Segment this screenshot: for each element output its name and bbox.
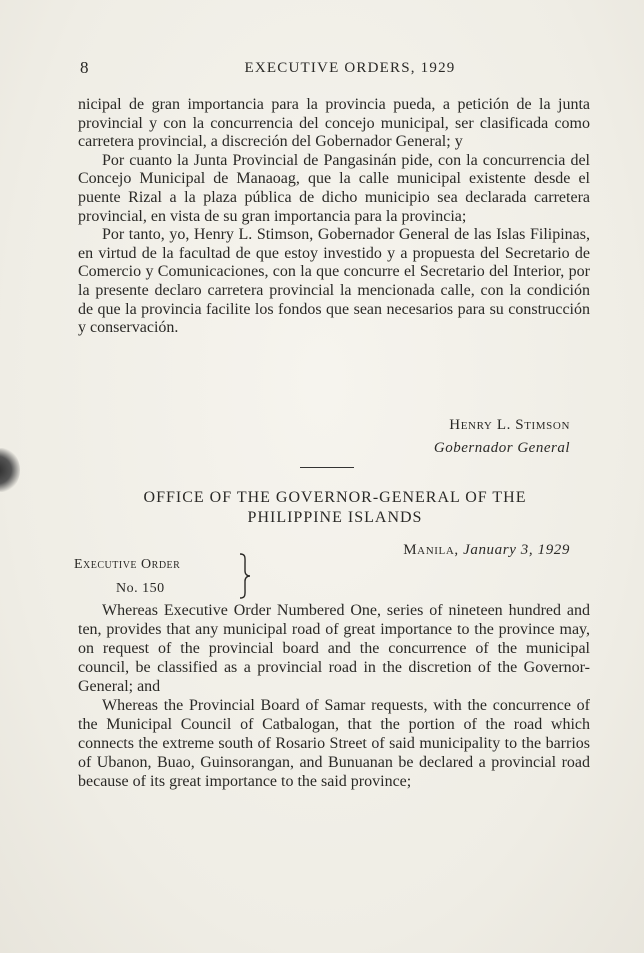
- signature-title: Gobernador General: [433, 440, 570, 456]
- order-label-text: Executive Order: [74, 557, 181, 572]
- paragraph: Por tanto, yo, Henry L. Stimson, Gobernador General de las Islas Filipinas, en virtud de la facultad de que estoy investido y a propuesta del Secretario de Comercio y Comunicaciones, con la que concurre el Secretario del Interior, por la presente declaro carretera provincial la mencionada calle, con la condición de que la provincia facilite los fondos que sean necesarios para su construcción y conservación.: [78, 226, 590, 337]
- order-number: No. 150: [116, 581, 165, 596]
- office-heading-line: OFFICE OF THE GOVERNOR-GENERAL OF THE: [143, 489, 527, 506]
- office-heading-line: PHILIPPINE ISLANDS: [247, 509, 423, 526]
- section-divider: [300, 467, 354, 468]
- dateline: [300, 542, 570, 559]
- running-title: EXECUTIVE ORDERS, 1929: [244, 60, 456, 76]
- signature-name: Henry L. Stimson: [449, 417, 570, 433]
- page-header: [80, 58, 580, 82]
- dateline-place: Manila,: [403, 542, 459, 558]
- first-order-text: [78, 96, 590, 338]
- dateline-date: January 3, 1929: [463, 542, 570, 558]
- office-heading: [80, 488, 590, 528]
- paragraph: nicipal de gran importancia para la provincia pueda, a petición de la junta provincial y con la concurrencia del concejo municipal, ser clasificada como carretera provincial, a discreción del Gobernador General; y: [78, 96, 590, 151]
- paragraph: Whereas the Provincial Board of Samar requests, with the concurrence of the Municipal Council of Catbalogan, that the portion of the road which connects the extreme south of Rosario Street of said municipality to the barrios of Ubanon, Buao, Guinsorangan, and Bunuanan be declared a provincial road because of its great importance to the said province;: [78, 697, 590, 790]
- ink-blot-mark: [0, 448, 20, 492]
- paragraph: Whereas Executive Order Numbered One, series of nineteen hundred and ten, provides that any municipal road of great importance to the province may, on request of the provincial board and the concurrence of the municipal council, be classified as a provincial road in the discretion of the Governor-General; and: [78, 602, 590, 695]
- second-order-text: [78, 601, 590, 791]
- curly-brace-icon: [238, 552, 252, 600]
- page-number: 8: [80, 58, 89, 77]
- paragraph: Por cuanto la Junta Provincial de Pangasinán pide, con la concurrencia del Concejo Municipal de Manaoag, que la calle municipal existente desde el puente Rizal a la plaza pública de dicho municipio sea declarada carretera provincial, en vista de su gran importancia para la provincia;: [78, 151, 590, 225]
